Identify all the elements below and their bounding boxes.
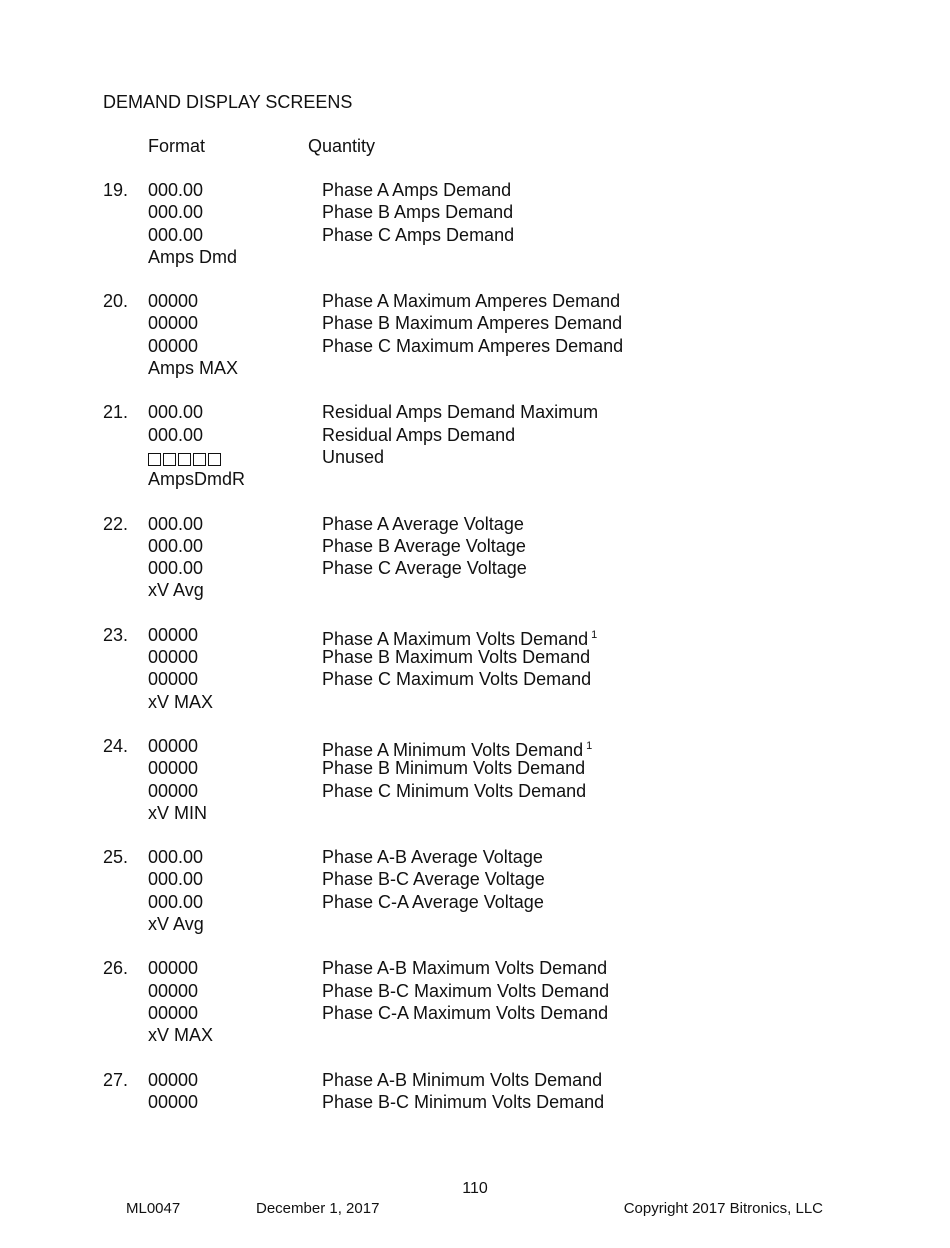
quantity-text: Phase B Maximum Amperes Demand: [322, 313, 623, 334]
screen-label-row: [0, 1024, 950, 1046]
screen-label: xV Avg: [148, 580, 204, 601]
empty-box-icon: [163, 453, 176, 466]
screen-label-row: [0, 579, 950, 601]
quantity-text: Phase A Average Voltage: [322, 513, 524, 534]
quantity-label: [322, 335, 623, 357]
unused-format-boxes: [148, 446, 223, 468]
display-screen: [0, 513, 950, 624]
format-value: 000.00: [148, 180, 204, 200]
format-value: 00000: [148, 624, 199, 645]
screen-row: [0, 290, 950, 312]
quantity-label: [322, 513, 524, 535]
screen-row: [0, 735, 950, 760]
quantity-text: Phase C Maximum Volts Demand: [322, 669, 592, 690]
page-number: 110: [462, 1180, 488, 1197]
display-screen: [0, 957, 950, 1068]
format-value: 00000: [148, 291, 199, 312]
format-value: 000.00: [148, 558, 204, 579]
screen-number: 19.: [103, 180, 129, 200]
quantity-text: Phase B-C Minimum Volts Demand: [322, 1091, 605, 1112]
screen-row: [0, 179, 950, 201]
quantity-label: [322, 846, 543, 868]
quantity-label: [322, 1069, 602, 1091]
screen-number: 23.: [103, 624, 129, 645]
quantity-label: [322, 957, 607, 979]
quantity-text: Phase C Minimum Volts Demand: [322, 780, 587, 801]
empty-box-icon: [148, 453, 161, 466]
display-screen: [0, 624, 950, 735]
format-value: 00000: [148, 780, 199, 801]
screen-label: Amps MAX: [148, 358, 239, 379]
screen-number: 21.: [103, 402, 129, 423]
quantity-label: [322, 1091, 604, 1113]
quantity-text: Residual Amps Demand Maximum: [322, 402, 599, 423]
screen-number: 26.: [103, 958, 129, 979]
screen-label: xV MAX: [148, 691, 214, 712]
screen-number: 20.: [103, 291, 129, 312]
screen-row: [0, 957, 950, 979]
quantity-label: [322, 201, 513, 223]
quantity-text: Phase A Maximum Amperes Demand: [322, 291, 621, 312]
quantity-text: Phase B Minimum Volts Demand: [322, 758, 586, 779]
format-value: 00000: [148, 313, 199, 334]
format-value: 000.00: [148, 224, 204, 245]
screen-row: [0, 1069, 950, 1091]
format-value: 00000: [148, 735, 199, 756]
screen-row: [0, 1002, 950, 1024]
screen-row: [0, 424, 950, 446]
quantity-label: [322, 757, 585, 779]
screen-number: 22.: [103, 513, 129, 534]
screen-row: [0, 224, 950, 246]
format-value: 000.00: [148, 847, 204, 868]
screen-label-row: [0, 468, 950, 490]
screen-row: [0, 1091, 950, 1113]
display-screen: [0, 735, 950, 846]
quantity-text: Unused: [322, 446, 385, 467]
quantity-text: Phase A Amps Demand: [322, 180, 512, 200]
screen-row: [0, 846, 950, 868]
format-column-header: Format: [148, 136, 206, 156]
screen-label: AmpsDmdR: [148, 469, 246, 490]
footer-doc-id: ML0047: [126, 1200, 181, 1217]
screen-row: [0, 757, 950, 779]
screen-row: [0, 646, 950, 668]
format-value: 000.00: [148, 402, 204, 423]
screen-label: xV MIN: [148, 802, 208, 823]
format-value: 000.00: [148, 202, 204, 223]
format-value: 00000: [148, 958, 199, 979]
screen-row: [0, 868, 950, 890]
footer-date: December 1, 2017: [256, 1200, 380, 1217]
quantity-text: Phase C Amps Demand: [322, 224, 515, 245]
footnote-marker: 1: [591, 628, 598, 641]
display-screen: [0, 179, 950, 290]
format-value: 00000: [148, 980, 199, 1001]
screen-list: [0, 179, 950, 1180]
screen-label: xV MAX: [148, 1025, 214, 1046]
quantity-text: Phase B Maximum Volts Demand: [322, 647, 591, 668]
format-value: 00000: [148, 1069, 199, 1090]
quantity-text: Phase B-C Maximum Volts Demand: [322, 980, 610, 1001]
format-value: 00000: [148, 647, 199, 668]
quantity-label: [322, 401, 598, 423]
quantity-label: [322, 868, 545, 890]
screen-row: [0, 401, 950, 423]
display-screen: [0, 290, 950, 401]
screen-row: [0, 557, 950, 579]
format-value: 00000: [148, 1002, 199, 1023]
quantity-label: [322, 535, 526, 557]
format-value: 00000: [148, 669, 199, 690]
quantity-text: Phase C-A Maximum Volts Demand: [322, 1002, 609, 1023]
screen-row: [0, 891, 950, 913]
empty-box-icon: [208, 453, 221, 466]
screen-label-row: [0, 802, 950, 824]
quantity-text: Phase A-B Maximum Volts Demand: [322, 958, 608, 979]
quantity-label: [322, 446, 384, 468]
footnote-marker: 1: [586, 739, 593, 752]
quantity-text: Phase A-B Average Voltage: [322, 847, 543, 868]
quantity-text: Phase A Minimum Volts Demand: [322, 739, 584, 760]
page-title: DEMAND DISPLAY SCREENS: [103, 92, 353, 112]
screen-number: 25.: [103, 847, 129, 868]
screen-row: [0, 535, 950, 557]
screen-number: 27.: [103, 1069, 129, 1090]
display-screen: [0, 846, 950, 957]
quantity-column-header: Quantity: [308, 136, 376, 156]
quantity-label: [322, 424, 515, 446]
quantity-label: [322, 891, 544, 913]
quantity-text: Phase C Maximum Amperes Demand: [322, 335, 624, 356]
screen-row: [0, 312, 950, 334]
screen-row: [0, 201, 950, 223]
quantity-label: [322, 646, 590, 668]
quantity-label: [322, 980, 609, 1002]
quantity-text: Phase C-A Average Voltage: [322, 891, 544, 912]
screen-row: [0, 446, 950, 468]
footer-copyright: Copyright 2017 Bitronics, LLC: [623, 1200, 823, 1217]
empty-box-icon: [178, 453, 191, 466]
format-value: 000.00: [148, 424, 204, 445]
format-value: 00000: [148, 1091, 199, 1112]
screen-row: [0, 780, 950, 802]
screen-row: [0, 624, 950, 649]
screen-row: [0, 668, 950, 690]
quantity-label: [322, 1002, 608, 1024]
quantity-label: [322, 179, 511, 201]
screen-row: [0, 335, 950, 357]
format-value: 000.00: [148, 869, 204, 890]
quantity-text: Phase B Amps Demand: [322, 202, 514, 223]
quantity-text: Phase A Maximum Volts Demand: [322, 628, 589, 649]
screen-label: xV Avg: [148, 914, 204, 935]
screen-label: Amps Dmd: [148, 246, 238, 267]
quantity-label: [322, 312, 622, 334]
quantity-label: [322, 780, 586, 802]
screen-number: 24.: [103, 735, 129, 756]
screen-row: [0, 980, 950, 1002]
quantity-label: [322, 224, 514, 246]
quantity-text: Phase A-B Minimum Volts Demand: [322, 1069, 603, 1090]
display-screen: [0, 1069, 950, 1180]
format-value: 000.00: [148, 535, 204, 556]
quantity-label: [322, 557, 527, 579]
format-value: 000.00: [148, 891, 204, 912]
format-value: 00000: [148, 335, 199, 356]
quantity-text: Residual Amps Demand: [322, 424, 516, 445]
quantity-label: [322, 290, 620, 312]
format-value: 000.00: [148, 513, 204, 534]
screen-label-row: [0, 357, 950, 379]
screen-label-row: [0, 246, 950, 268]
quantity-text: Phase B-C Average Voltage: [322, 869, 545, 890]
empty-box-icon: [193, 453, 206, 466]
quantity-text: Phase C Average Voltage: [322, 558, 527, 579]
quantity-label: [322, 668, 591, 690]
screen-label-row: [0, 913, 950, 935]
quantity-text: Phase B Average Voltage: [322, 535, 526, 556]
display-screen: [0, 401, 950, 512]
screen-label-row: [0, 691, 950, 713]
format-value: 00000: [148, 758, 199, 779]
screen-row: [0, 513, 950, 535]
